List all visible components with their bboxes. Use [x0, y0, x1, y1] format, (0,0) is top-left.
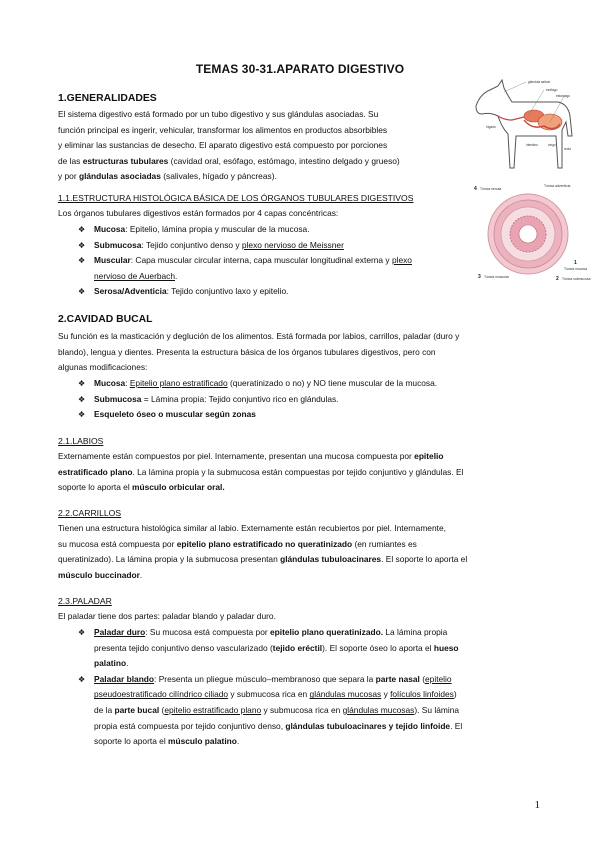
figure2-number: 1	[574, 260, 577, 266]
heading-cavidad-bucal: 2.CAVIDAD BUCAL	[58, 314, 153, 325]
figure1-label: esófago	[546, 88, 558, 92]
paragraph-generalidades: El sistema digestivo está formado por un tubo digestivo y sus glándulas asociadas. Su función principal es ingerir, vehicular, transformar los alimentos en productos absorbibles y eliminar las sustancias de desecho. El aparato digestivo está compuesto por porciones de las estructuras tubulares (cavidad oral, esófago, estómago, intestino delgado y grueso) y por glándulas asociadas (salivales, hígado y páncreas).	[58, 109, 400, 182]
paragraph-estructura-intro: Los órganos tubulares digestivos están formados por 4 capas concéntricas:	[58, 208, 339, 218]
figure2-label: Túnica muscular	[484, 275, 509, 279]
heading-labios: 2.1.LABIOS	[58, 436, 104, 446]
figure1-label: estómago	[556, 94, 570, 98]
figure2-label: Túnica mucosa	[564, 267, 587, 271]
list-item: ❖ Esqueleto óseo o muscular según zonas	[78, 407, 538, 423]
list-item: ❖ Mucosa: Epitelio plano estratificado (queratinizado o no) y NO tiene muscular de la mucosa.	[78, 376, 538, 392]
figure2-number: 3	[478, 274, 481, 280]
heading-carrillos: 2.2.CARRILLOS	[58, 508, 122, 518]
figure1-label: intestino	[526, 143, 538, 147]
list-item: ❖ Mucosa: Epitelio, lámina propia y muscular de la mucosa.	[78, 222, 478, 238]
paragraph-paladar-intro: El paladar tiene dos partes: paladar blando y paladar duro.	[58, 611, 276, 621]
figure2-label: Túnica submucosa	[562, 277, 591, 281]
figure2-label: Túnica serosa	[480, 187, 502, 191]
heading-generalidades: 1.GENERALIDADES	[58, 93, 157, 104]
list-paladar	[78, 625, 542, 750]
heading-estructura: 1.1.ESTRUCTURA HISTOLÓGICA BÁSICA DE LOS ÓRGANOS TUBULARES DIGESTIVOS	[58, 193, 414, 203]
figure1-label: ciego	[548, 143, 556, 147]
figure1-label: recto	[564, 147, 572, 151]
list-item: ❖ Paladar blando: Presenta un pliegue músculo–membranoso que separa la parte nasal (epitelio pseudoestratificado cilíndrico ciliado y submucosa rica en glándulas mucosas y folículos linfoides) de la parte bucal (epitelio estratificado plano y submucosa rica en glándulas mucosas). Su lámina propia está compuesta por tejido conjuntivo denso, glándulas tubuloacinares y tejido linfoide. El soporte lo aporta el músculo palatino.	[78, 672, 542, 750]
list-capas	[78, 222, 478, 300]
list-item: ❖ Submucosa = Lámina propia: Tejido conjuntivo rico en glándulas.	[78, 392, 538, 408]
paragraph-cavidad-bucal: Su función es la masticación y deglución de los alimentos. Está formada por labios, carrillos, paladar (duro y blando), lengua y dientes. Presenta la estructura básica de los órganos tubulares digestivos, pero con algunas modificaciones:	[58, 331, 460, 373]
list-cavidad-bucal	[78, 376, 538, 423]
list-item: ❖ Submucosa: Tejido conjuntivo denso y plexo nervioso de Meissner	[78, 238, 478, 254]
tubular-layers-figure	[470, 182, 591, 286]
list-item: ❖ Serosa/Adventicia: Tejido conjuntivo laxo y epitelio.	[78, 284, 478, 300]
page-title: TEMAS 30-31.APARATO DIGESTIVO	[195, 62, 405, 76]
paragraph-labios: Externamente están compuestos por piel. Internamente, presentan una mucosa compuesta por epitelio estratificado plano. La lámina propia y la submucosa están compuestas por tejido conjuntivo y glándulas. El soporte lo aporta el músculo orbicular oral.	[58, 451, 464, 493]
horse-digestive-figure	[468, 76, 576, 178]
heading-paladar: 2.3.PALADAR	[58, 596, 112, 606]
figure2-number: 2	[556, 276, 559, 282]
list-item: ❖ Paladar duro: Su mucosa está compuesta por epitelio plano queratinizado. La lámina propia presenta tejido conjuntivo denso vascularizado (tejido eréctil). El soporte óseo lo aporta el hueso palatino.	[78, 625, 542, 672]
figure1-label: hígado	[486, 125, 496, 129]
page-number: 1	[534, 799, 540, 811]
figure1-label: glándula salivar	[528, 80, 551, 84]
figure2-label: Túnica adventicia	[544, 184, 571, 188]
paragraph-carrillos: Tienen una estructura histológica similar al labio. Externamente están recubiertos por piel. Internamente, su mucosa está compuesta por epitelio plano estratificado no queratinizado (en rumiantes es queratinizado). La lámina propia y la submucosa presentan glándulas tubuloacinares. El soporte lo aporta el músculo buccinador.	[58, 523, 468, 580]
list-item: ❖ Muscular: Capa muscular circular interna, capa muscular longitudinal externa y plexo nervioso de Auerbach.	[78, 253, 478, 284]
figure2-number: 4	[474, 186, 477, 192]
